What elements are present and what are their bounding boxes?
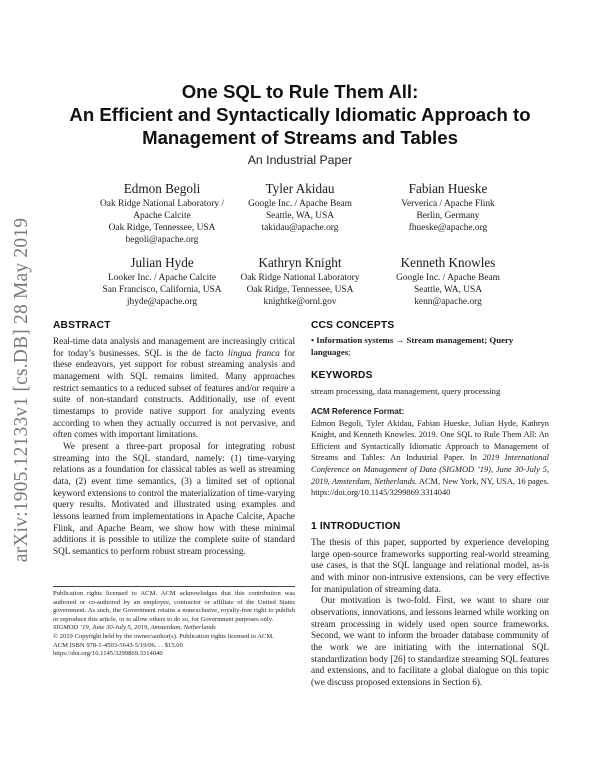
author-location: Seattle, WA, USA: [413, 285, 483, 295]
author-name: Fabian Hueske: [408, 181, 488, 196]
introduction-paragraph-2: Our motivation is two-fold. First, we want to share our observations, innovations, and lessons learned while working on stream processing in widely used open source frameworks. Second, we want to inform the broader database community of the work we are initiating with the international SQL standardization body [26] to standardize streaming SQL features and extensions, and to facilitate a global dialogue on this topic (we discuss proposed extensions in Section 6).: [311, 595, 549, 687]
abstract-body: [53, 336, 295, 557]
author-location: Oak Ridge, Tennessee, USA: [246, 285, 354, 295]
arxiv-stamp-text: arXiv:1905.12133v1 [cs.DB] 28 May 2019: [11, 217, 33, 563]
abstract-italic-term: lingua franca: [228, 347, 280, 358]
footnote-isbn: ACM ISBN 978-1-4503-5643-5/19/06. . . $15.00: [53, 641, 183, 649]
author-location: Seattle, WA, USA: [265, 211, 335, 221]
ccs-body: [311, 335, 549, 358]
footnote-copyright: © 2019 Copyright held by the owner/author(s). Publication rights licensed to ACM.: [53, 632, 274, 640]
footnote-venue-text: SIGMOD ’19, June 30-July 5, 2019, Amsterdam, Netherlands: [53, 624, 216, 632]
author-email: knightke@ornl.gov: [263, 297, 337, 307]
introduction-body: [311, 537, 549, 689]
introduction-paragraph-1: The thesis of this paper, supported by experience developing large open-source frameworks supporting real-world streaming use cases, is that the SQL language and relational model, as-is and with minor non-intrusive extensions, can be very effective for manipulation of streaming data.: [311, 537, 549, 594]
abstract-heading: ABSTRACT: [53, 320, 111, 331]
abstract-paragraph-2: We present a three-part proposal for integrating robust streaming into the SQL standard, namely: (1) time-varying relations as a foundation for classical tables as well as streaming data, (2) event time semantics, (3) a limited set of optional keyword extensions to control the materialization of time-varying query results. Motivated and illustrated using examples and lessons learned from implementations in Apache Calcite, Apache Flink, and Apache Beam, we show how with these minimal additions it is possible to utilize the complete suite of standard SQL semantics to perform robust stream processing.: [53, 440, 295, 556]
author-name: Edmon Begoli: [123, 181, 201, 196]
author-affiliation: Apache Calcite: [133, 211, 191, 221]
ccs-query-languages: ; Query languages: [311, 335, 514, 357]
author-knowles: [348, 254, 548, 308]
ccs-concepts: [311, 335, 549, 358]
author-affiliation: Looker Inc. / Apache Calcite: [107, 273, 217, 283]
title-line-3: Management of Streams and Tables: [142, 127, 458, 148]
title-line-2: An Efficient and Syntactically Idiomatic Approach to: [69, 104, 531, 125]
author-location: San Francisco, California, USA: [102, 285, 222, 295]
arxiv-stamp: [2, 200, 42, 580]
abstract-paragraph-1: [53, 336, 295, 441]
paper-title: [40, 80, 560, 149]
footnote-rule: [53, 586, 295, 587]
ccs-bullet: • Information systems → Stream management: [311, 335, 485, 345]
author-location: Berlin, Germany: [416, 211, 480, 221]
reference-text: ACM, New York, NY, USA, 16 pages. https://doi.org/10.1145/3299869.3314040: [311, 476, 549, 498]
abstract-text: Real-time data analysis and management are increasingly critical for today’s businesses. SQL is the de facto: [53, 336, 295, 358]
author-affiliation: Google Inc. / Apache Beam: [248, 199, 352, 209]
title-line-1: One SQL to Rule Them All:: [181, 81, 419, 102]
abstract-text: for these endeavors, yet support for robust streaming analysis and management with SQL remains limited. Many approaches restrict semantics to a reduced subset of features and/or require a suite of non-standard constructs. Additionally, use of event timestamps to provide native support for analyzing events according to when they actually occurred is not pervasive, and often comes with important limitations.: [53, 347, 295, 440]
author-email: takidau@apache.org: [261, 223, 339, 233]
footnote-venue: [53, 624, 295, 633]
paper-subtitle: An Industrial Paper: [247, 153, 353, 167]
footnote-doi: https://doi.org/10.1145/3299869.3314040: [53, 650, 163, 658]
ccs-heading: CCS CONCEPTS: [311, 320, 395, 331]
author-email: fhueske@apache.org: [408, 223, 488, 233]
reference-venue-italic: 2019 International Conference on Management of Data (SIGMOD ’19), June 30-July 5, 2019, Amsterdam, Netherlands.: [311, 453, 549, 486]
author-name: Kenneth Knowles: [400, 255, 496, 270]
keywords-text: stream processing, data management, query processing: [311, 386, 501, 396]
author-email: jhyde@apache.org: [126, 297, 198, 307]
author-affiliation: Oak Ridge National Laboratory: [240, 273, 360, 283]
reference-text: Edmon Begoli, Tyler Akidau, Fabian Hueske, Julian Hyde, Kathryn Knight, and Kenneth Knowles. 2019. One SQL to Rule Them All: An Efficient and Syntactically Idiomatic Approach to Management of Streams and Tables: An Industrial Paper. In: [311, 418, 549, 463]
author-name: Tyler Akidau: [265, 181, 335, 196]
author-hueske: [348, 180, 548, 234]
author-location: Oak Ridge, Tennessee, USA: [108, 223, 216, 233]
author-email: begoli@apache.org: [125, 235, 199, 245]
reference-format-text: [311, 418, 549, 499]
author-affiliation: Google Inc. / Apache Beam: [396, 273, 500, 283]
author-affiliation: Oak Ridge National Laboratory /: [100, 199, 224, 209]
keywords-heading: KEYWORDS: [311, 370, 373, 381]
author-email: kenn@apache.org: [414, 297, 482, 307]
author-name: Julian Hyde: [130, 255, 194, 270]
author-name: Kathryn Knight: [258, 255, 342, 270]
reference-format: [311, 406, 549, 499]
introduction-heading: 1 INTRODUCTION: [311, 521, 401, 532]
author-affiliation: Ververica / Apache Flink: [401, 199, 495, 209]
ccs-end: ;: [348, 346, 351, 357]
copyright-footnote: [53, 590, 295, 659]
reference-format-heading: ACM Reference Format:: [311, 407, 405, 416]
footnote-rights: Publication rights licensed to ACM. ACM acknowledges that this contribution was authored or co-authored by an employee, contractor or affiliate of the United States government. As such, the Government retains a nonexclusive, royalty-free right to publish or reproduce this article, or to allow others to do so, for Government purposes only.: [53, 590, 295, 623]
